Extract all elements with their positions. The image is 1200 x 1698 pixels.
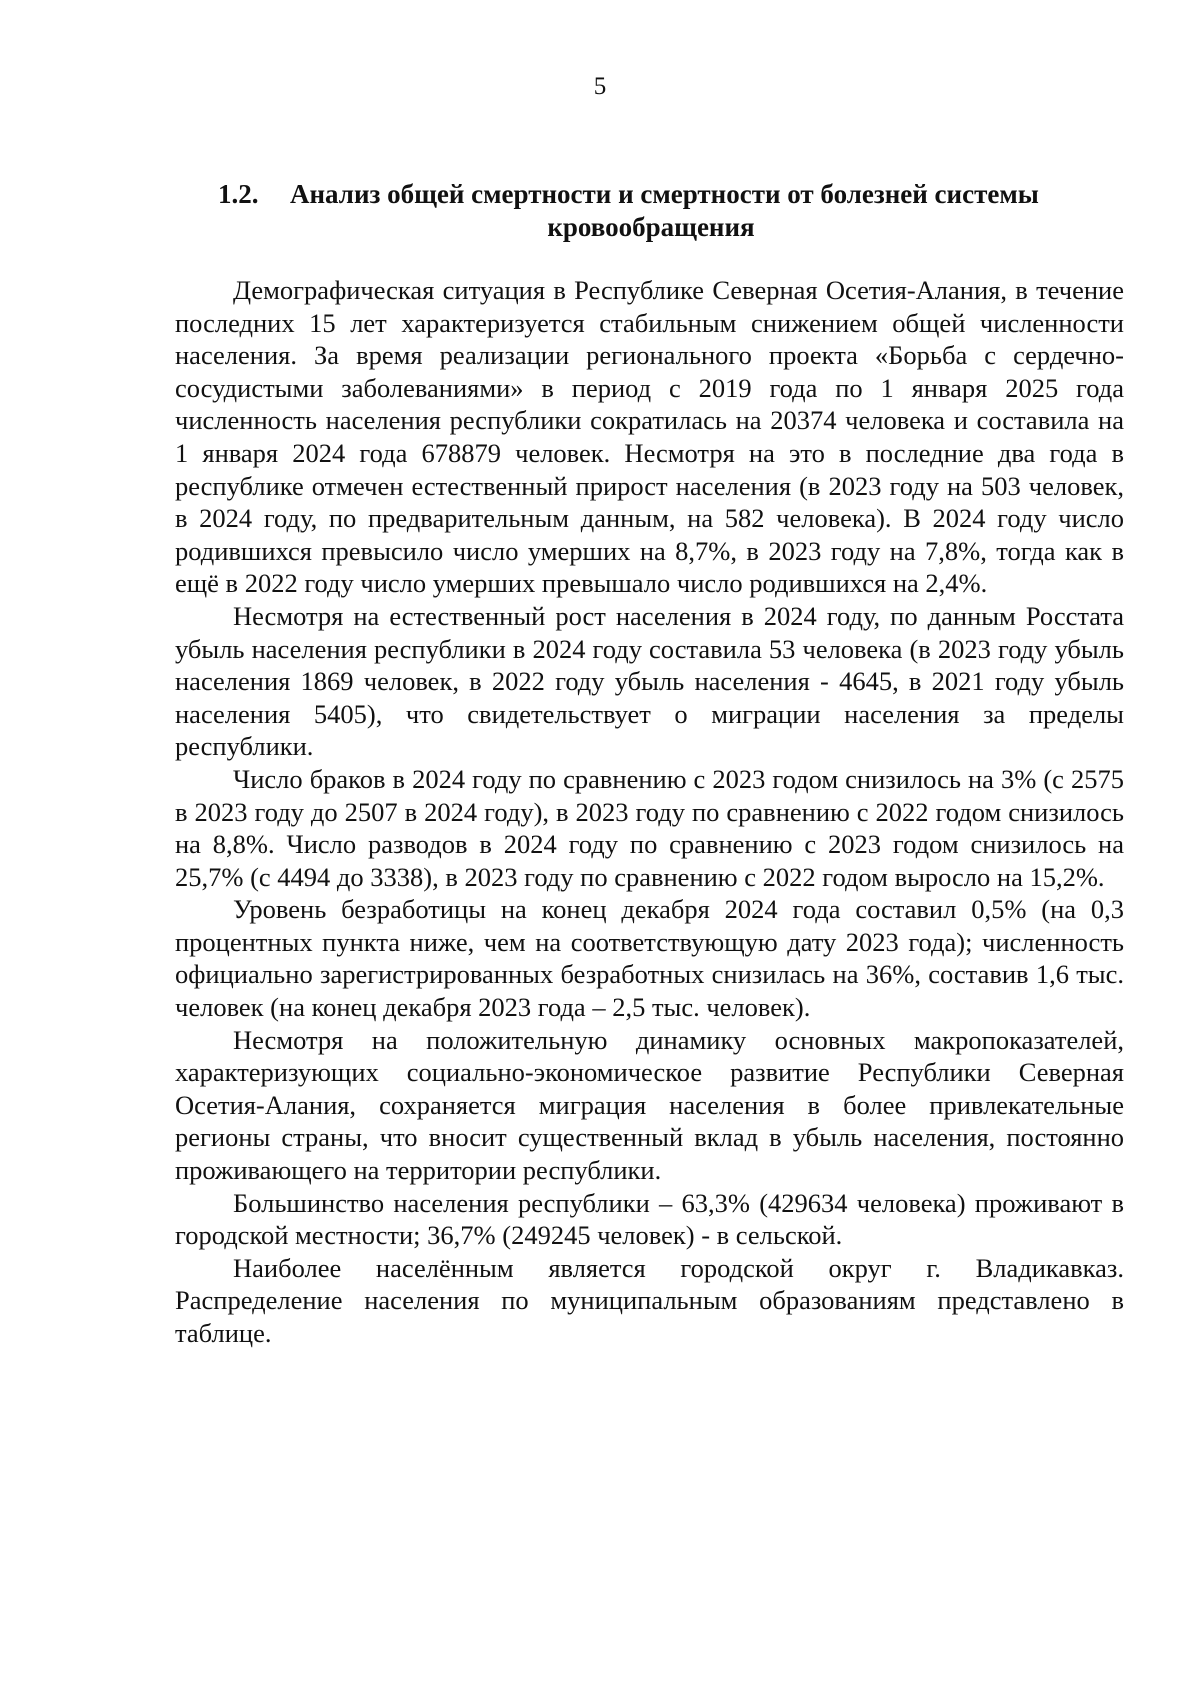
section-title-line-2: кровообращения (547, 212, 755, 242)
section-title-line-1: Анализ общей смертности и смертности от болезней системы (290, 179, 1039, 209)
paragraph-population-decline: Несмотря на естественный рост населения в 2024 году, по данным Росстата убыль населения республики в 2024 году составила 53 человека (в 2023 году убыль населения 1869 человек, в 2022 году убыль населения - 4645, в 2021 году убыль населения 5405), что свидетельствует о миграции населения за пределы республики. (175, 600, 1124, 762)
paragraph-vladikavkaz: Наиболее населённым является городской округ г. Владикавказ. Распределение населения по муниципальным образованиям представлено в таблице. (175, 1252, 1124, 1348)
section-number: 1.2. (218, 179, 259, 209)
paragraph-urban-rural: Большинство населения республики – 63,3% (429634 человека) проживают в городской местности; 36,7% (249245 человек) - в сельской. (175, 1187, 1124, 1251)
document-body (175, 274, 1124, 1350)
paragraph-marriages-divorces: Число браков в 2024 году по сравнению с 2023 годом снизилось на 3% (с 2575 в 2023 году до 2507 в 2024 году), в 2023 году по сравнению с 2022 годом снизилось на 8,8%. Число разводов в 2024 году по сравнению с 2023 годом снизилось на 25,7% (с 4494 до 3338), в 2023 году по сравнению с 2022 годом выросло на 15,2%. (175, 763, 1124, 892)
paragraph-demographics: Демографическая ситуация в Республике Северная Осетия-Алания, в течение последних 15 лет характеризуется стабильным снижением общей численности населения. За время реализации регионального проекта «Борьба с сердечно-сосудистыми заболеваниями» в период с 2019 года по 1 января 2025 года численность населения республики сократилась на 20374 человека и составила на 1 января 2024 года 678879 человек. Несмотря на это в последние два года в республике отмечен естественный прирост населения (в 2023 году на 503 человек, в 2024 году, по предварительным данным, на 582 человека). В 2024 году число родившихся превысило число умерших на 8,7%, в 2023 году на 7,8%, тогда как в ещё в 2022 году число умерших превышало число родившихся на 2,4%. (175, 275, 1124, 599)
paragraph-migration: Несмотря на положительную динамику основных макропоказателей, характеризующих социально-экономическое развитие Республики Северная Осетия-Алания, сохраняется миграция населения в более привлекательные регионы страны, что вносит существенный вклад в убыль населения, постоянно проживающего на территории республики. (175, 1024, 1124, 1186)
paragraph-unemployment: Уровень безработицы на конец декабря 2024 года составил 0,5% (на 0,3 процентных пункта ниже, чем на соответствующую дату 2023 года); численность официально зарегистрированных безработных снизилась на 36%, составив 1,6 тыс. человек (на конец декабря 2023 года – 2,5 тыс. человек). (175, 894, 1124, 1023)
section-heading (218, 178, 1118, 244)
page-number: 5 (593, 73, 607, 100)
